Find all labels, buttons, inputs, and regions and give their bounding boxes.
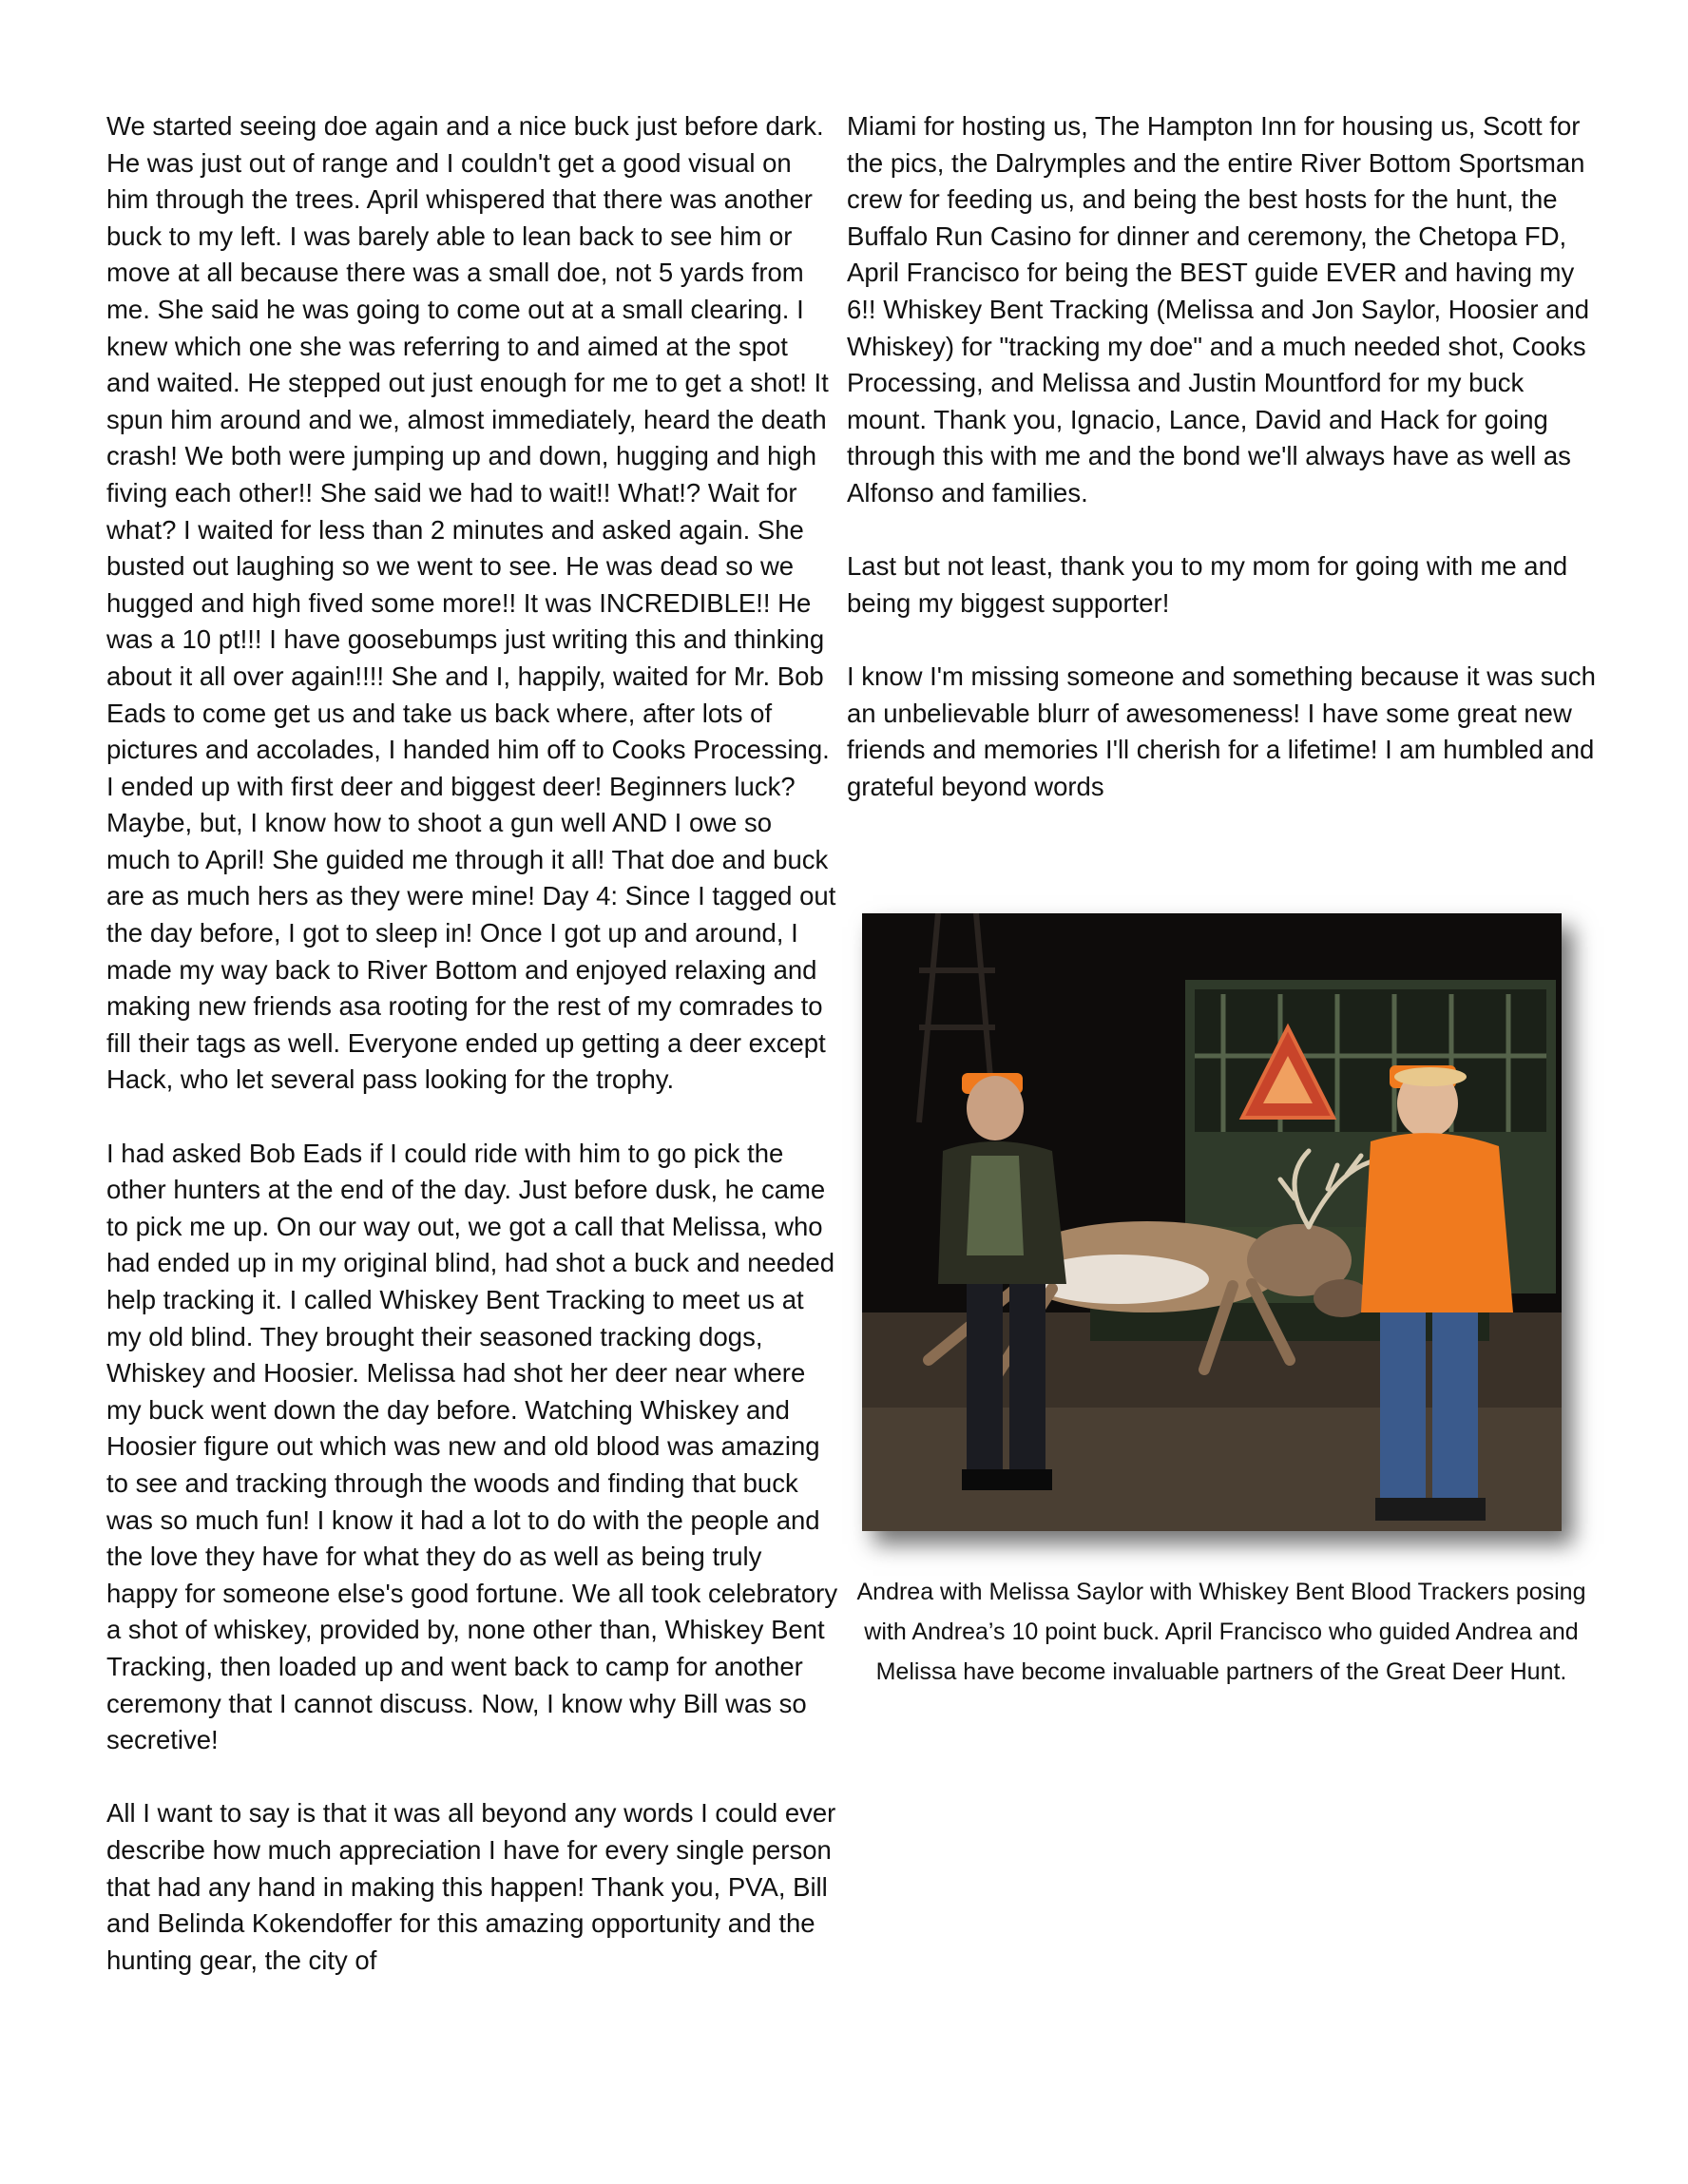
hunting-photo <box>862 913 1562 1531</box>
photo-illustration <box>862 913 1562 1531</box>
left-paragraph-2: I had asked Bob Eads if I could ride with him to go pick the other hunters at the end of the day. Just before dusk, he came to pick me up. On our way out, we got a call that Melissa, who had ended up in my original blind, had shot a buck and needed help tracking it. I called Whiskey Bent Tracking to meet us at my old blind. They brought their seasoned tracking dogs, Whiskey and Hoosier. Melissa had shot her deer near where my buck went down the day before. Watching Whiskey and Hoosier figure out which was new and old blood was amazing to see and tracking through the woods and finding that buck was so much fun! I know it had a lot to do with the people and the love they have for what they do as well as being truly happy for someone else's good fortune. We all took celebratory a shot of whiskey, provided by, none other than, Whiskey Bent Tracking, then loaded up and went back to camp for another ceremony that I cannot discuss. Now, I know why Bill was so secretive! <box>106 1138 838 1755</box>
left-paragraph-3: All I want to say is that it was all beyond any words I could ever describe how much appreciation I have for every single person that had any hand in making this happen! Thank you, PVA, Bill and Belinda Kokendoffer for this amazing opportunity and the hunting gear, the city of <box>106 1798 836 1975</box>
right-paragraph-2: Last but not least, thank you to my mom for going with me and being my biggest supporter! <box>847 551 1568 618</box>
left-column <box>106 108 838 1979</box>
right-paragraph-3: I know I'm missing someone and something because it was such an unbelievable blurr of awesomeness! I have some great new friends and memories I'll cherish for a lifetime! I am humbled and grateful beyond words <box>847 661 1596 801</box>
left-paragraph-1: We started seeing doe again and a nice buck just before dark. He was just out of range and I couldn't get a good visual on him through the trees. April whispered that there was another buck to my left. I was barely able to lean back to see him or move at all because there was a small doe, not 5 yards from me. She said he was going to come out at a small clearing. I knew which one she was referring to and aimed at the spot and waited. He stepped out just enough for me to get a shot! It spun him around and we, almost immediately, heard the death crash! We both were jumping up and down, hugging and high fiving each other!! She said we had to wait!! What!? Wait for what? I waited for less than 2 minutes and asked again. She busted out laughing so we went to see. He was dead so we hugged and high fived some more!! It was INCREDIBLE!! He was a 10 pt!!! I have goosebumps just writing this and thinking about it all over again!!!! She and I, happily, waited for Mr. Bob Eads to come get us and take us back where, after lots of pictures and accolades, I handed him off to Cooks Processing. I ended up with first deer and biggest deer! Beginners luck? Maybe, but, I know how to shoot a gun well AND I owe so much to April! She guided me through it all! That doe and buck are as much hers as they were mine! Day 4: Since I tagged out the day before, I got to sleep in! Once I got up and around, I made my way back to River Bottom and enjoyed relaxing and making new friends asa rooting for the rest of my comrades to fill their tags as well. Everyone ended up getting a deer except Hack, who let several pass looking for the trophy. <box>106 111 836 1095</box>
right-paragraph-1: Miami for hosting us, The Hampton Inn for housing us, Scott for the pics, the Dalrymples and the entire River Bottom Sportsman crew for feeding us, and being the best hosts for the hunt, the Buffalo Run Casino for dinner and ceremony, the Chetopa FD, April Francisco for being the BEST guide EVER and having my 6!! Whiskey Bent Tracking (Melissa and Jon Saylor, Hoosier and Whiskey) for "tracking my doe" and a much needed shot, Cooks Processing, and Melissa and Justin Mountford for my buck mount. Thank you, Ignacio, Lance, David and Hack for going through this with me and the bond we'll always have as well as Alfonso and families. <box>847 111 1590 508</box>
photo-caption: Andrea with Melissa Saylor with Whiskey Bent Blood Trackers posing with Andrea’s 10 point buck. April Francisco who guided Andrea and Melissa have become invaluable partners of the Great Deer Hunt. <box>856 1579 1586 1685</box>
right-column <box>847 108 1598 805</box>
